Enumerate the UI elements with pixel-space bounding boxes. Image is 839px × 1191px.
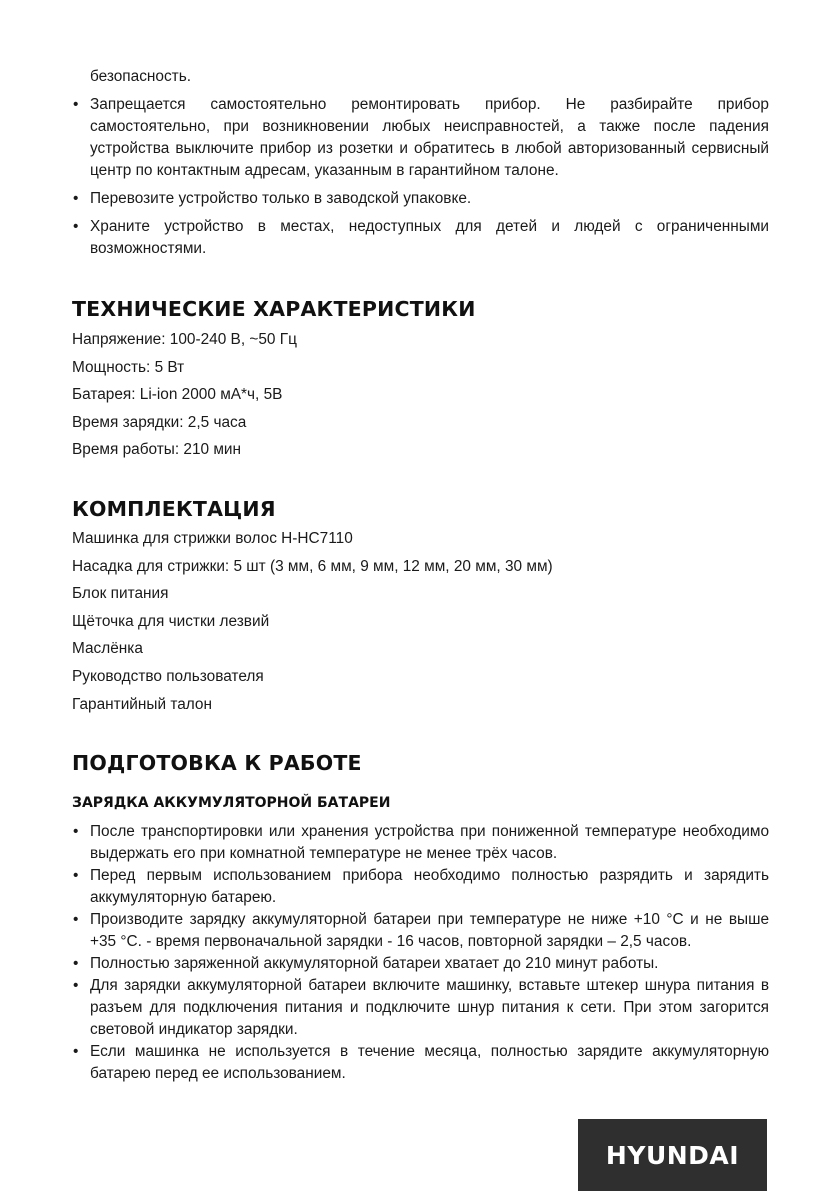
- package-item: Машинка для стрижки волос H-HC7110: [72, 529, 353, 547]
- package-heading: КОМПЛЕКТАЦИЯ: [72, 496, 276, 521]
- charging-subheading: ЗАРЯДКА АККУМУЛЯТОРНОЙ БАТАРЕИ: [72, 795, 391, 812]
- charging-list: [72, 821, 769, 1085]
- package-item: Маслёнка: [72, 640, 143, 658]
- package-item: Блок питания: [72, 585, 169, 603]
- spec-voltage: Напряжение: 100-240 В, ~50 Гц: [72, 331, 297, 348]
- list-item: • Запрещается самостоятельно ремонтировать прибор. Не разбирайте прибор самостоятельно, при возникновении любых неисправностей, а также после падения устройства выключите прибор из розетки и обратитесь в любой авторизованный сервисный центр по контактным адресам, указанным в гарантийном талоне.: [72, 94, 769, 182]
- hyundai-logo: [578, 1119, 767, 1191]
- list-item: • Если машинка не используется в течение месяца, полностью зарядите аккумуляторную батарею перед ее использованием.: [72, 1041, 769, 1085]
- list-item: • Полностью заряженной аккумуляторной батареи хватает до 210 минут работы.: [72, 953, 769, 975]
- list-item: • Храните устройство в местах, недоступных для детей и людей с ограниченными возможностями.: [72, 216, 769, 260]
- package-item: Насадка для стрижки: 5 шт (3 мм, 6 мм, 9 мм, 12 мм, 20 мм, 30 мм): [72, 557, 553, 575]
- list-item: • Производите зарядку аккумуляторной батареи при температуре не ниже +10 °С и не выше +35 °С. - время первоначальной зарядки - 16 часов, повторной зарядки – 2,5 часов.: [72, 909, 769, 953]
- package-item: Руководство пользователя: [72, 667, 264, 685]
- logo-text: HYUNDAI: [605, 1140, 740, 1170]
- manual-page: [72, 66, 769, 1085]
- package-item: Щёточка для чистки лезвий: [72, 612, 270, 630]
- specs-heading: ТЕХНИЧЕСКИЕ ХАРАКТЕРИСТИКИ: [72, 297, 476, 321]
- list-item: • Перед первым использованием прибора необходимо полностью разрядить и зарядить аккумуляторную батарею.: [72, 865, 769, 909]
- package-item: Гарантийный талон: [72, 695, 212, 713]
- specs-list: [72, 326, 769, 464]
- spec-power: Мощность: 5 Вт: [72, 358, 185, 376]
- package-list: [72, 525, 769, 718]
- list-item: • Перевозите устройство только в заводской упаковке.: [72, 188, 769, 210]
- list-item: • Для зарядки аккумуляторной батареи включите машинку, вставьте штекер шнура питания в разъем для подключения питания и подключите шнур питания к сети. При этом загорится световой индикатор зарядки.: [72, 975, 769, 1041]
- spec-battery: Батарея: Li-ion 2000 мА*ч, 5В: [72, 386, 283, 404]
- preparation-heading: ПОДГОТОВКА К РАБОТЕ: [72, 751, 362, 776]
- spec-charge-time: Время зарядки: 2,5 часа: [72, 413, 247, 431]
- spec-run-time: Время работы: 210 мин: [72, 441, 242, 459]
- safety-list: [72, 94, 769, 260]
- continuation-text: безопасность.: [90, 68, 191, 85]
- list-item: • После транспортировки или хранения устройства при пониженной температуре необходимо выдержать его при комнатной температуре не менее трёх часов.: [72, 821, 769, 865]
